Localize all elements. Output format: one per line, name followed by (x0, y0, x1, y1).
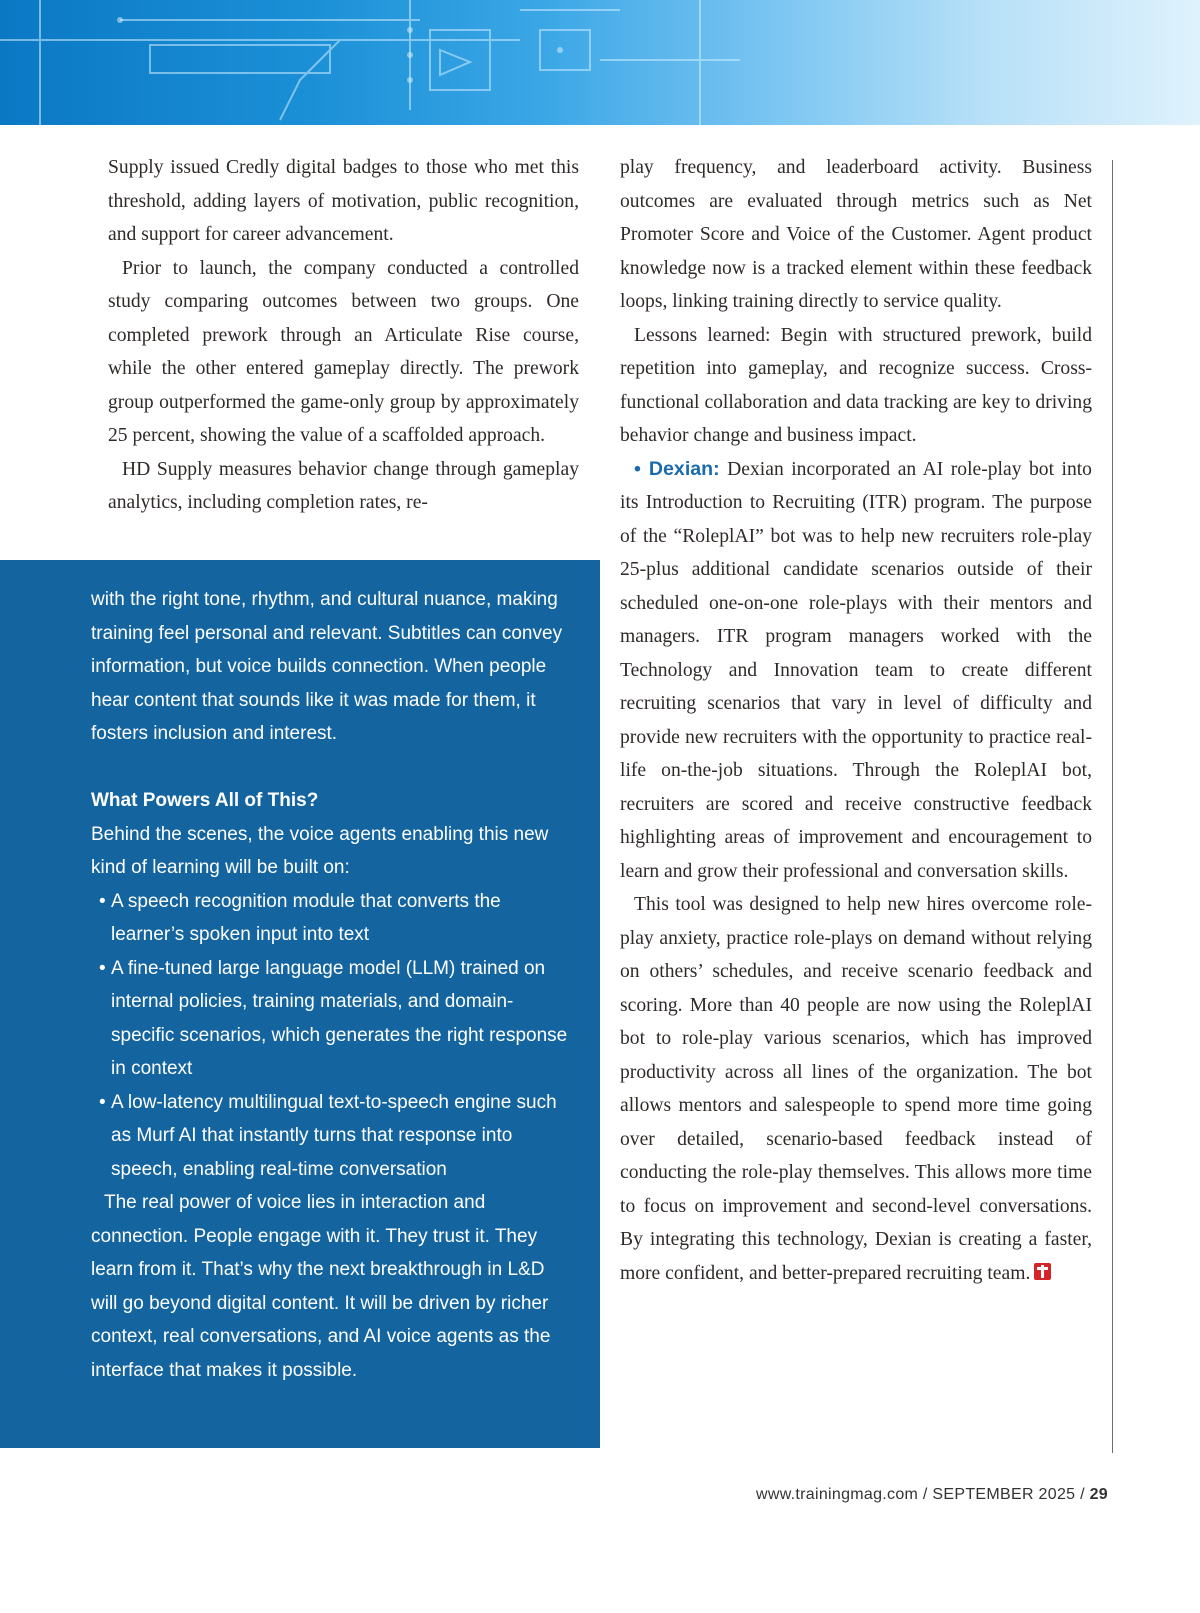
list-item: • A fine-tuned large language model (LLM) trained on internal policies, training materials, and domain-specific scenarios, which generates the right response in context (91, 952, 571, 1086)
sidebar-closing: The real power of voice lies in interaction and connection. People engage with it. They trust it. They learn from it. That’s why the next breakthrough in L&D will go beyond digital content. It will be driven by richer context, real conversations, and AI voice agents as the interface that makes it possible. (91, 1192, 551, 1381)
list-item: • A speech recognition module that converts the learner’s spoken input into text (91, 885, 571, 952)
header-banner (0, 0, 1200, 125)
sidebar-heading: What Powers All of This? (91, 790, 319, 811)
page-footer (756, 1486, 1108, 1504)
left-column (108, 151, 579, 520)
right-paragraph (620, 888, 1092, 1290)
left-paragraph: HD Supply measures behavior change through gameplay analytics, including completion rates, re- (108, 458, 579, 513)
footer-site: www.trainingmag.com / SEPTEMBER 2025 / (755, 1486, 1085, 1503)
training-logo-icon (1034, 1263, 1051, 1280)
dexian-paragraph (620, 453, 1092, 889)
sidebar-box (0, 560, 600, 1448)
bullet-icon: • (99, 957, 106, 979)
bullet-icon: • (99, 890, 106, 912)
left-paragraph: Prior to launch, the company conducted a controlled study comparing outcomes between two groups. One completed prework through an Articulate Rise course, while the other entered gameplay directly. The prework group outperformed the game-only group by approximately 25 percent, showing the value of a scaffolded approach. (108, 257, 579, 446)
closing-text: This tool was designed to help new hires overcome role-play anxiety, practice role-plays on demand without relying on others’ schedules, and receive scenario feedback and scoring. More than 40 people are now using the RoleplAI bot to role-play various scenarios, which has improved productivity across all lines of the organization. The bot allows mentors and salespeople to spend more time going over detailed, scenario-based feedback instead of conducting the role-play themselves. This allows more time to focus on improvement and second-level conversations. By integrating this technology, Dexian is creating a faster, more confident, and better-prepared recruiting team. (620, 894, 1092, 1284)
sidebar-bullet-list (91, 885, 571, 1187)
dexian-text: Dexian incorporated an AI role-play bot into its Introduction to Recruiting (ITR) program. The purpose of the “RoleplAI” bot was to help new recruiters role-play 25-plus additional candidate scenarios outside of their scheduled one-on-one role-plays with their mentors and managers. ITR program managers worked with the Technology and Innovation team to create different recruiting scenarios that vary in level of difficulty and provide new recruiters with the opportunity to practice real-life on-the-job situations. Through the RoleplAI bot, recruiters are scored and receive constructive feedback highlighting areas of improvement and encouragement to learn and grow their professional and conversation skills. (620, 458, 1092, 882)
page-number: 29 (1089, 1486, 1108, 1503)
circuit-board-icon (0, 0, 1200, 125)
right-column (620, 151, 1092, 1290)
right-paragraph: play frequency, and leaderboard activity. Business outcomes are evaluated through metrics such as Net Promoter Score and Voice of the Customer. Agent product knowledge now is a tracked element within these feedback loops, linking training directly to service quality. (620, 157, 1092, 312)
bullet-icon: • (99, 1091, 106, 1113)
sidebar-intro: with the right tone, rhythm, and cultural nuance, making training feel personal and relevant. Subtitles can convey information, but voice builds connection. When people hear content that sounds like it was made for them, it fosters inclusion and interest. (91, 589, 563, 744)
dexian-label: • Dexian: (634, 457, 720, 480)
sidebar-lead: Behind the scenes, the voice agents enabling this new kind of learning will be built on: (91, 823, 549, 878)
left-paragraph: Supply issued Credly digital badges to those who met this threshold, adding layers of motivation, public recognition, and support for career advancement. (108, 157, 579, 245)
right-paragraph: Lessons learned: Begin with structured prework, build repetition into gameplay, and recognize success. Cross-functional collaboration and data tracking are key to driving behavior change and business impact. (620, 324, 1092, 446)
column-divider (1112, 160, 1113, 1453)
list-item: • A low-latency multilingual text-to-speech engine such as Murf AI that instantly turns that response into speech, enabling real-time conversation (91, 1086, 571, 1187)
